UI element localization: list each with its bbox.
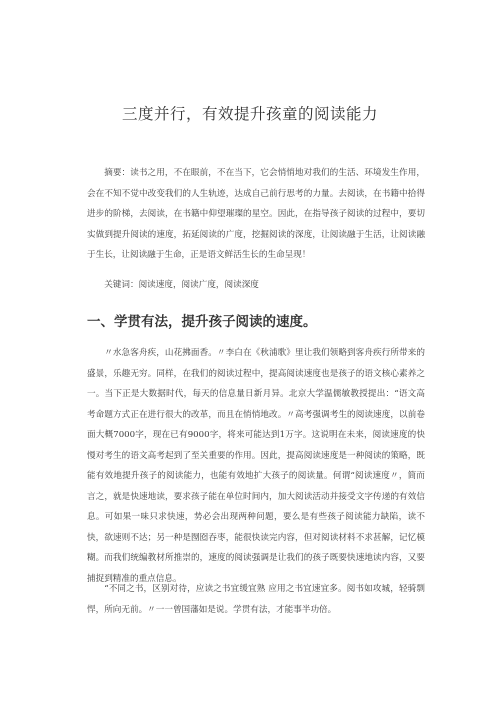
body-paragraph-2: “不同之书，区别对待，应读之书宜缓宜熟 应用之书宜速宜多。阅书如攻城，轻骑剽悍，所向无前。〃一一曾国藩如是说。学贯有法，才能事半功倍。 bbox=[87, 584, 425, 615]
section-heading: 一、学贯有法，提升孩子阅读的速度。 bbox=[87, 314, 317, 330]
paper-title: 三度并行，有效提升孩童的阅读能力 bbox=[121, 105, 378, 124]
keywords-line: 关键词：阅读速度，阅读广度，阅读深度 bbox=[104, 280, 259, 290]
abstract-paragraph: 摘要：读书之用，不在眼前，不在当下，它会悄悄地对我们的生活、环境发生作用，会在不知不觉中改变我们的人生轨迹，达成自己前行思考的力量。去阅读，在书籍中拾得进步的阶梯，去阅读，在书籍中仰望璀璨的星空。因此，在指导孩子阅读的过程中，要切实做到提升阅读的速度，拓延阅读的广度，挖掘阅读的深度，让阅读融于生活，让阅读融于生长，让阅读融于生命，正是语文鲜活生长的生命呈现！ bbox=[87, 168, 425, 260]
body-paragraph-1: 〃水急客舟疾，山花拂面香。〃李白在《秋浦歌》里让我们领略到客舟疾行所带来的盛景，乐趣无穷。同样，在我们的阅读过程中，提高阅读速度也是孩子的语文核心素养之一。当下正是大数据时代，每天的信息量日新月异。北京大学温儒敏教授提出：“语文高考命题方式正在进行很大的改革，而且在悄悄地改。〃高考强调考生的阅读速度，以前卷面大概7000字，现在已有9000字，将来可能达到1万字。这说明在未来，阅读速度的快慢对考生的语文高考起到了至关重要的作用。因此，提高阅读速度是一种阅读的策略，既能有效地提升孩子的阅读能力，也能有效地扩大孩子的阅读量。何谓“阅读速度〃，简而言之，就是快速地读，要求孩子能在单位时间内，加大阅读活动并接受文字传递的有效信息。可如果一味只求快速，势必会出现两种问题，要么是有些孩子阅读能力缺陷，读不快，欲速则不达；另一种是囫囵吞枣，能很快读完内容，但对阅读材料不求甚解，记忆模糊。而我们统编教材所推崇的，速度的阅读强调是让我们的孩子既要快速地读内容，又要捕捉到精准的重点信息。 bbox=[87, 348, 425, 584]
